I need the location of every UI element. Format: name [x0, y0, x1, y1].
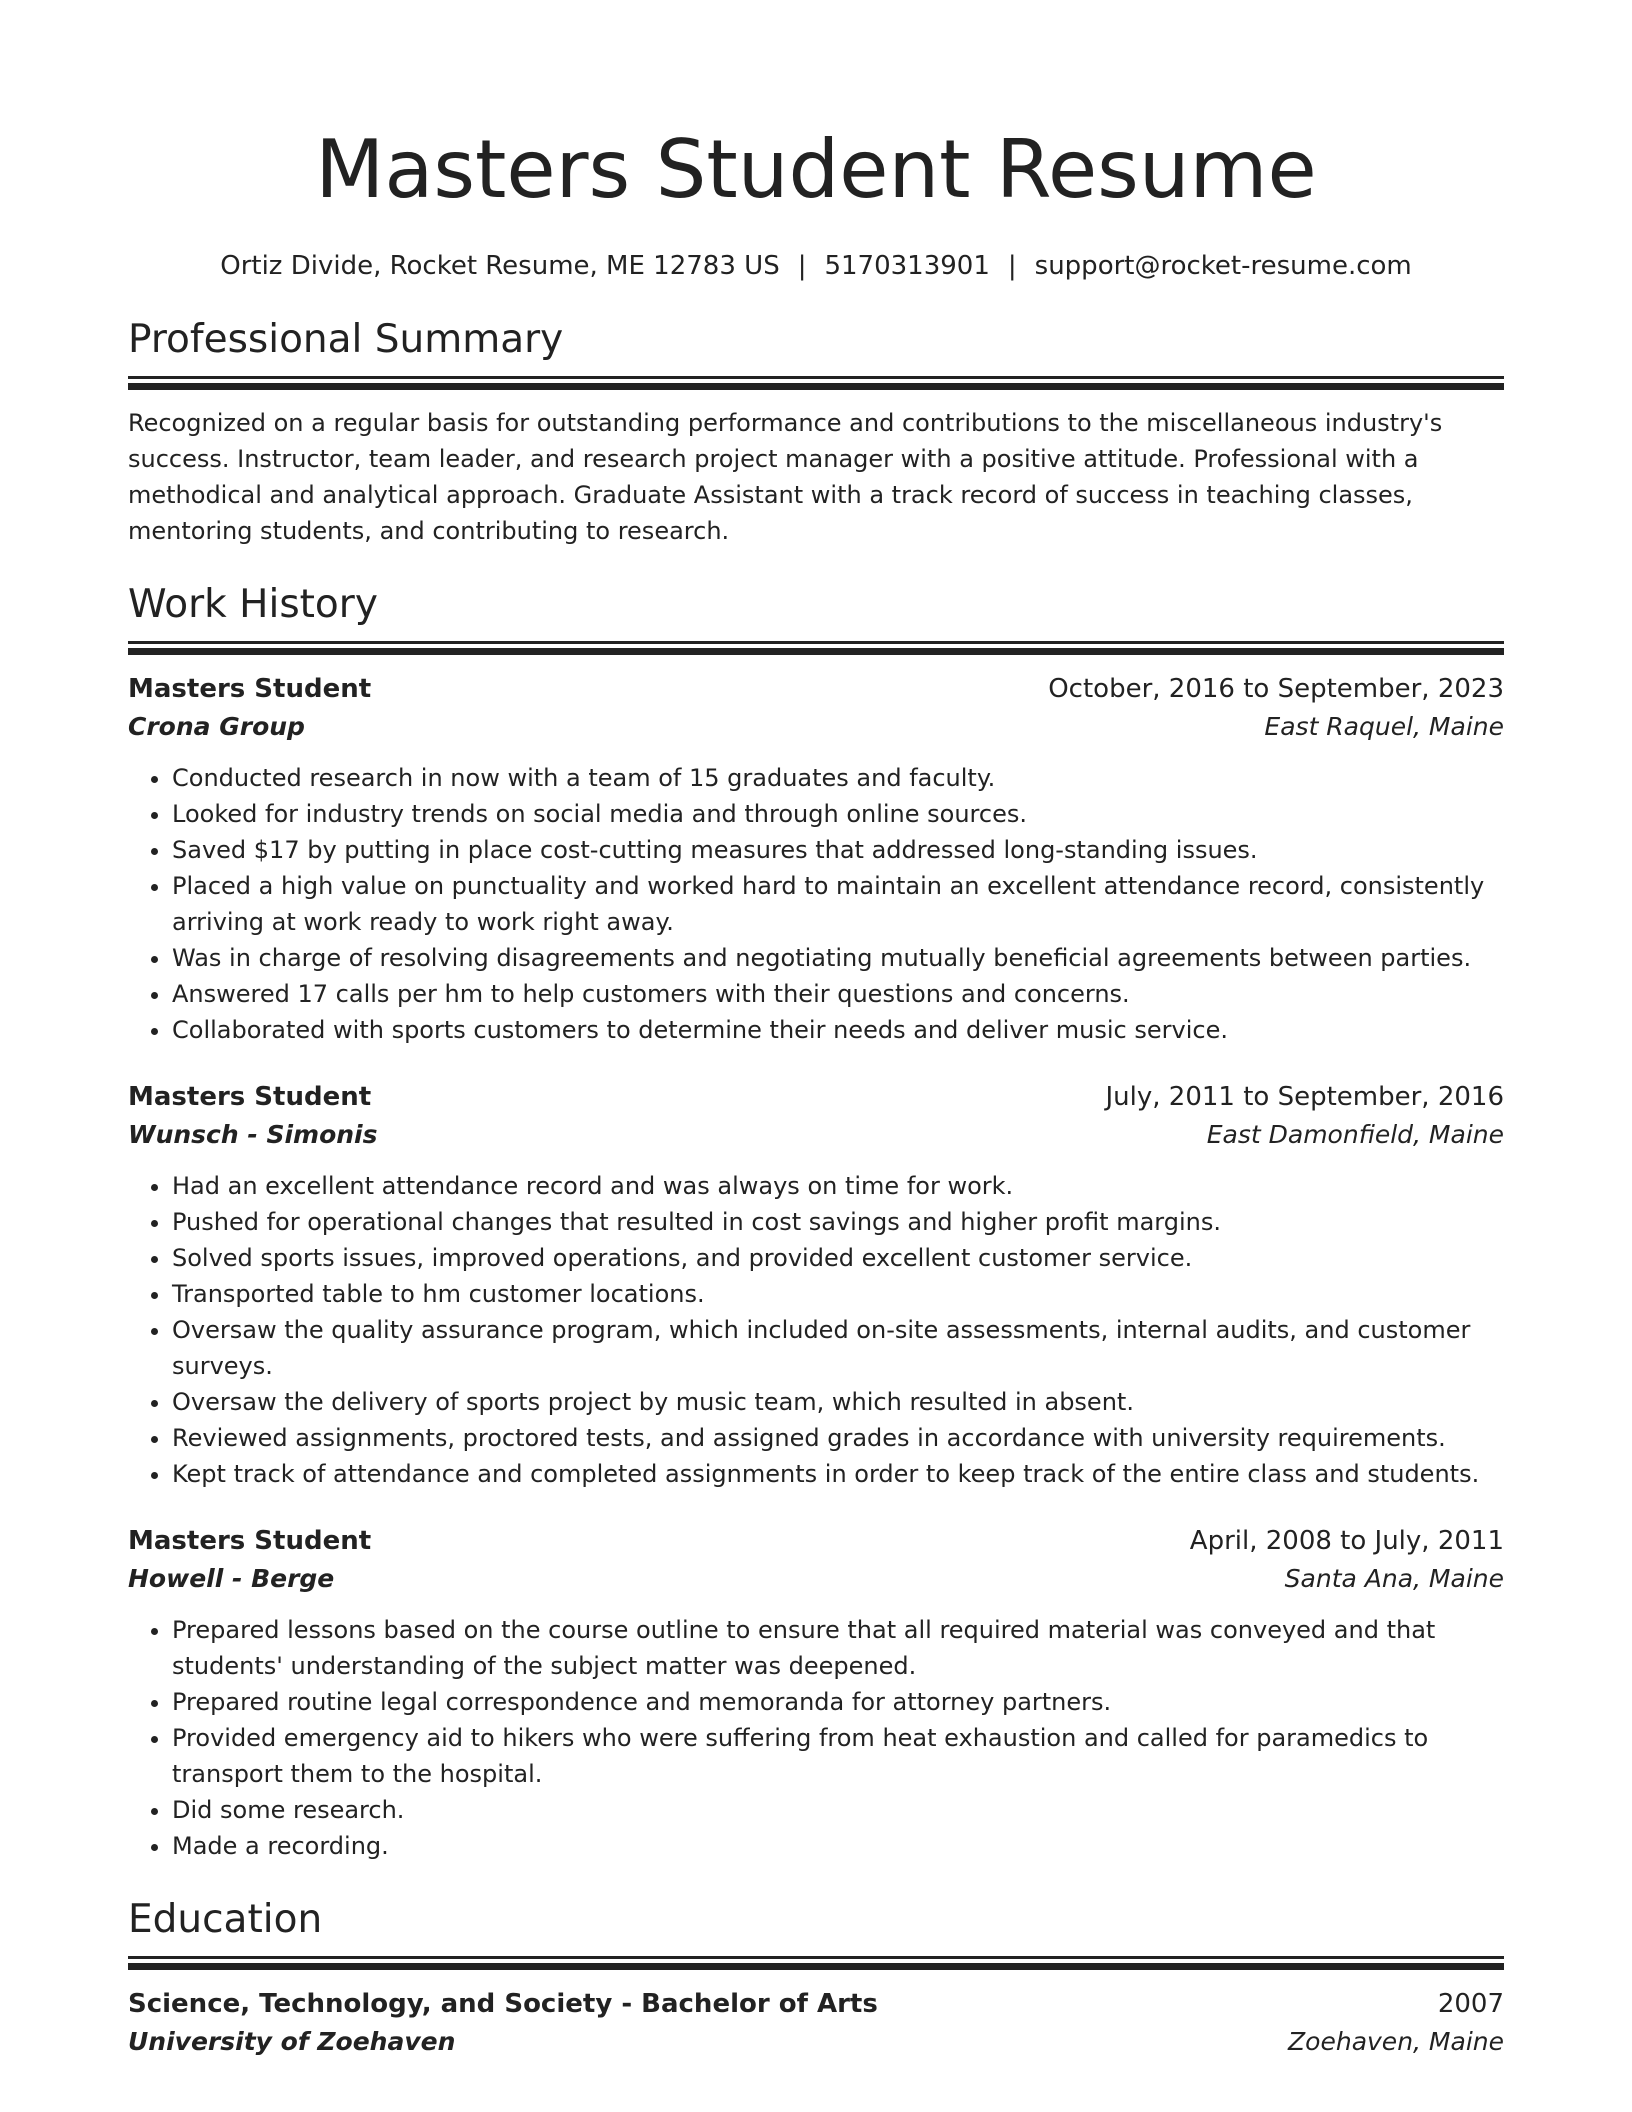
list-item: • Made a recording.	[172, 1828, 1504, 1864]
section-divider	[128, 376, 1504, 379]
job-dates: July, 2011 to September, 2016	[1105, 1082, 1504, 1112]
list-item: • Provided emergency aid to hikers who were suffering from heat exhaustion and called for paramedics to transport them to the hospital.	[172, 1720, 1504, 1792]
job-company-row	[128, 708, 1504, 746]
list-item: • Answered 17 calls per hm to help customers with their questions and concerns.	[172, 976, 1504, 1012]
summary-section	[128, 314, 1504, 549]
education-year: 2007	[1437, 1989, 1504, 2019]
contact-email: support@rocket-resume.com	[1034, 251, 1412, 281]
job-bullets	[128, 1168, 1504, 1492]
job-location: East Damonfield, Maine	[1206, 1120, 1504, 1149]
education-degree: Science, Technology, and Society - Bachelor of Arts	[128, 1989, 878, 2019]
list-item: • Solved sports issues, improved operations, and provided excellent customer service.	[172, 1240, 1504, 1276]
list-item: • Was in charge of resolving disagreements and negotiating mutually beneficial agreements between parties.	[172, 940, 1504, 976]
contact-phone: 5170313901	[824, 251, 990, 281]
education-school-row	[128, 2023, 1504, 2061]
job-company-row	[128, 1116, 1504, 1154]
list-item: • Saved $17 by putting in place cost-cutting measures that addressed long-standing issues.	[172, 832, 1504, 868]
list-item: • Prepared lessons based on the course outline to ensure that all required material was conveyed and that students' understanding of the subject matter was deepened.	[172, 1612, 1504, 1684]
job-location: Santa Ana, Maine	[1284, 1564, 1504, 1593]
job-bullets	[128, 1612, 1504, 1864]
list-item: • Transported table to hm customer locations.	[172, 1276, 1504, 1312]
job-header-row	[128, 1522, 1504, 1560]
job-location: East Raquel, Maine	[1264, 712, 1504, 741]
list-item: • Oversaw the delivery of sports project by music team, which resulted in absent.	[172, 1384, 1504, 1420]
job-header-row	[128, 1078, 1504, 1116]
education-section	[128, 1894, 1504, 2061]
contact-separator: |	[797, 251, 807, 281]
contact-address: Ortiz Divide, Rocket Resume, ME 12783 US	[220, 251, 780, 281]
job-dates: April, 2008 to July, 2011	[1189, 1526, 1504, 1556]
job-title: Masters Student	[128, 1082, 372, 1112]
job-entry	[128, 1078, 1504, 1492]
list-item: • Oversaw the quality assurance program, which included on-site assessments, internal audits, and customer surveys.	[172, 1312, 1504, 1384]
list-item: • Had an excellent attendance record and was always on time for work.	[172, 1168, 1504, 1204]
job-company: Howell - Berge	[128, 1564, 335, 1593]
job-company: Wunsch - Simonis	[128, 1120, 378, 1149]
list-item: • Looked for industry trends on social media and through online sources.	[172, 796, 1504, 832]
job-dates: October, 2016 to September, 2023	[1048, 674, 1504, 704]
section-title-education: Education	[128, 1897, 323, 1942]
list-item: • Did some research.	[172, 1792, 1504, 1828]
job-header-row	[128, 670, 1504, 708]
list-item: • Pushed for operational changes that resulted in cost savings and higher profit margins.	[172, 1204, 1504, 1240]
section-title-summary: Professional Summary	[128, 317, 564, 362]
section-title-work-history: Work History	[128, 582, 378, 627]
education-header-row	[128, 1985, 1504, 2023]
resume-title: Masters Student Resume	[315, 123, 1317, 216]
job-company-row	[128, 1560, 1504, 1598]
job-company: Crona Group	[128, 712, 305, 741]
job-bullets	[128, 760, 1504, 1048]
education-entry	[128, 1985, 1504, 2061]
list-item: • Reviewed assignments, proctored tests, and assigned grades in accordance with university requirements.	[172, 1420, 1504, 1456]
job-title: Masters Student	[128, 674, 372, 704]
list-item: • Placed a high value on punctuality and worked hard to maintain an excellent attendance record, consistently arriving at work ready to work right away.	[172, 868, 1504, 940]
contact-line	[128, 248, 1504, 284]
job-entry	[128, 1522, 1504, 1864]
section-divider	[128, 1956, 1504, 1959]
list-item: • Collaborated with sports customers to determine their needs and deliver music service.	[172, 1012, 1504, 1048]
education-school: University of Zoehaven	[128, 2027, 456, 2056]
work-history-section	[128, 579, 1504, 1864]
job-entry	[128, 670, 1504, 1048]
contact-separator: |	[1007, 251, 1017, 281]
list-item: • Prepared routine legal correspondence and memoranda for attorney partners.	[172, 1684, 1504, 1720]
section-divider	[128, 641, 1504, 644]
job-title: Masters Student	[128, 1526, 372, 1556]
list-item: • Kept track of attendance and completed assignments in order to keep track of the entire class and students.	[172, 1456, 1504, 1492]
summary-text: Recognized on a regular basis for outstanding performance and contributions to the miscellaneous industry's success. Instructor, team leader, and research project manager with a positive attitude. Professional with a methodical and analytical approach. Graduate Assistant with a track record of success in teaching classes, mentoring students, and contributing to research.	[128, 409, 1443, 545]
list-item: • Conducted research in now with a team of 15 graduates and faculty.	[172, 760, 1504, 796]
education-location: Zoehaven, Maine	[1288, 2027, 1504, 2056]
